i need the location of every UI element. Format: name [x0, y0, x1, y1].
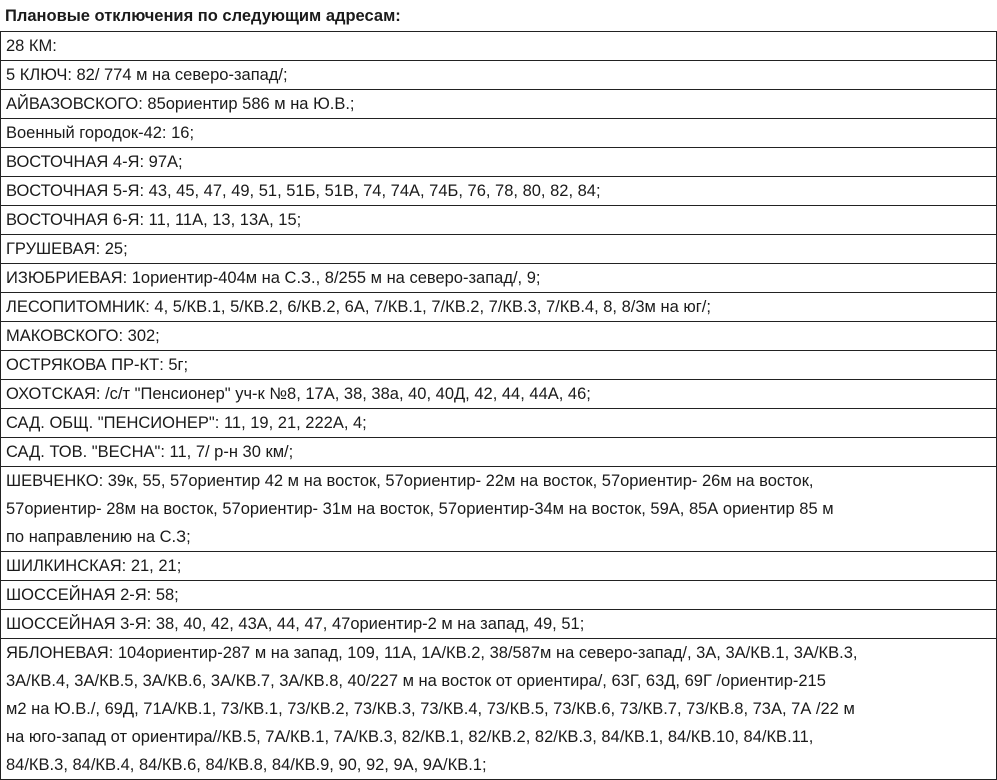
address-row-text: ЯБЛОНЕВАЯ: 104ориентир-287 м на запад, 109, 11А, 1А/КВ.2, 38/587м на северо-запад/, 3А, 3А/КВ.1, 3А/КВ.3, — [6, 644, 858, 662]
address-row — [1, 32, 996, 61]
address-row-text: на юго-запад от ориентира//КВ.5, 7А/КВ.1, 7А/КВ.3, 82/КВ.1, 82/КВ.2, 82/КВ.3, 84/КВ.1, 84/КВ.10, 84/КВ.11, — [6, 728, 814, 746]
address-row-text: ГРУШЕВАЯ: 25; — [6, 240, 128, 258]
address-row — [1, 552, 996, 581]
address-row — [1, 90, 996, 119]
address-row — [1, 467, 996, 552]
address-row — [1, 61, 996, 90]
address-row — [1, 581, 996, 610]
address-row-text: ШЕВЧЕНКО: 39к, 55, 57ориентир 42 м на восток, 57ориентир- 22м на восток, 57ориентир- 26м на восток, — [6, 472, 814, 490]
address-row-text: ВОСТОЧНАЯ 6-Я: 11, 11А, 13, 13А, 15; — [6, 211, 302, 229]
notice-title: Плановые отключения по следующим адресам: — [0, 0, 997, 32]
address-row-text: ШИЛКИНСКАЯ: 21, 21; — [6, 557, 182, 575]
address-row-text: 28 КМ: — [6, 37, 57, 55]
address-row — [1, 235, 996, 264]
address-row-text: ОСТРЯКОВА ПР-КТ: 5г; — [6, 356, 189, 374]
address-row-text: САД. ОБЩ. "ПЕНСИОНЕР": 11, 19, 21, 222А, 4; — [6, 414, 367, 432]
address-row — [1, 351, 996, 380]
address-row-text: 57ориентир- 28м на восток, 57ориентир- 31м на восток, 57ориентир-34м на восток, 59А, 85А ориентир 85 м — [6, 500, 834, 518]
address-row-text: ОХОТСКАЯ: /с/т "Пенсионер" уч-к №8, 17А, 38, 38а, 40, 40Д, 42, 44, 44А, 46; — [6, 385, 591, 403]
address-row — [1, 119, 996, 148]
address-row — [1, 148, 996, 177]
address-row — [1, 380, 996, 409]
address-row — [1, 409, 996, 438]
address-row-text: САД. ТОВ. "ВЕСНА": 11, 7/ р-н 30 км/; — [6, 443, 294, 461]
address-row — [1, 264, 996, 293]
address-row — [1, 177, 996, 206]
address-row-text: 84/КВ.3, 84/КВ.4, 84/КВ.6, 84/КВ.8, 84/КВ.9, 90, 92, 9А, 9А/КВ.1; — [6, 756, 487, 774]
address-row — [1, 639, 996, 780]
address-row — [1, 322, 996, 351]
address-row-text: ИЗЮБРИЕВАЯ: 1ориентир-404м на С.З., 8/255 м на северо-запад/, 9; — [6, 269, 541, 287]
address-row-text: 5 КЛЮЧ: 82/ 774 м на северо-запад/; — [6, 66, 288, 84]
address-row-text: ШОССЕЙНАЯ 2-Я: 58; — [6, 586, 179, 604]
address-row — [1, 206, 996, 235]
address-row — [1, 610, 996, 639]
address-row-text: ВОСТОЧНАЯ 5-Я: 43, 45, 47, 49, 51, 51Б, 51В, 74, 74А, 74Б, 76, 78, 80, 82, 84; — [6, 182, 601, 200]
address-row-text: ЛЕСОПИТОМНИК: 4, 5/КВ.1, 5/КВ.2, 6/КВ.2, 6А, 7/КВ.1, 7/КВ.2, 7/КВ.3, 7/КВ.4, 8, 8/3м на юг/; — [6, 298, 711, 316]
address-row-text: АЙВАЗОВСКОГО: 85ориентир 586 м на Ю.В.; — [6, 95, 355, 113]
address-row-text: по направлению на С.З; — [6, 528, 191, 546]
address-row-text: ВОСТОЧНАЯ 4-Я: 97А; — [6, 153, 183, 171]
address-row-text: МАКОВСКОГО: 302; — [6, 327, 160, 345]
address-row-text: ШОССЕЙНАЯ 3-Я: 38, 40, 42, 43А, 44, 47, 47ориентир-2 м на запад, 49, 51; — [6, 615, 585, 633]
address-row — [1, 438, 996, 467]
address-row-text: 3А/КВ.4, 3А/КВ.5, 3А/КВ.6, 3А/КВ.7, 3А/КВ.8, 40/227 м на восток от ориентира/, 63Г, 63Д, 69Г /ориентир-215 — [6, 672, 826, 690]
address-row-text: м2 на Ю.В./, 69Д, 71А/КВ.1, 73/КВ.1, 73/КВ.2, 73/КВ.3, 73/КВ.4, 73/КВ.5, 73/КВ.6, 73/КВ.7, 73/КВ.8, 73А, 7А /22 м — [6, 700, 855, 718]
address-row — [1, 293, 996, 322]
address-table — [0, 32, 997, 780]
address-row-text: Военный городок-42: 16; — [6, 124, 195, 142]
